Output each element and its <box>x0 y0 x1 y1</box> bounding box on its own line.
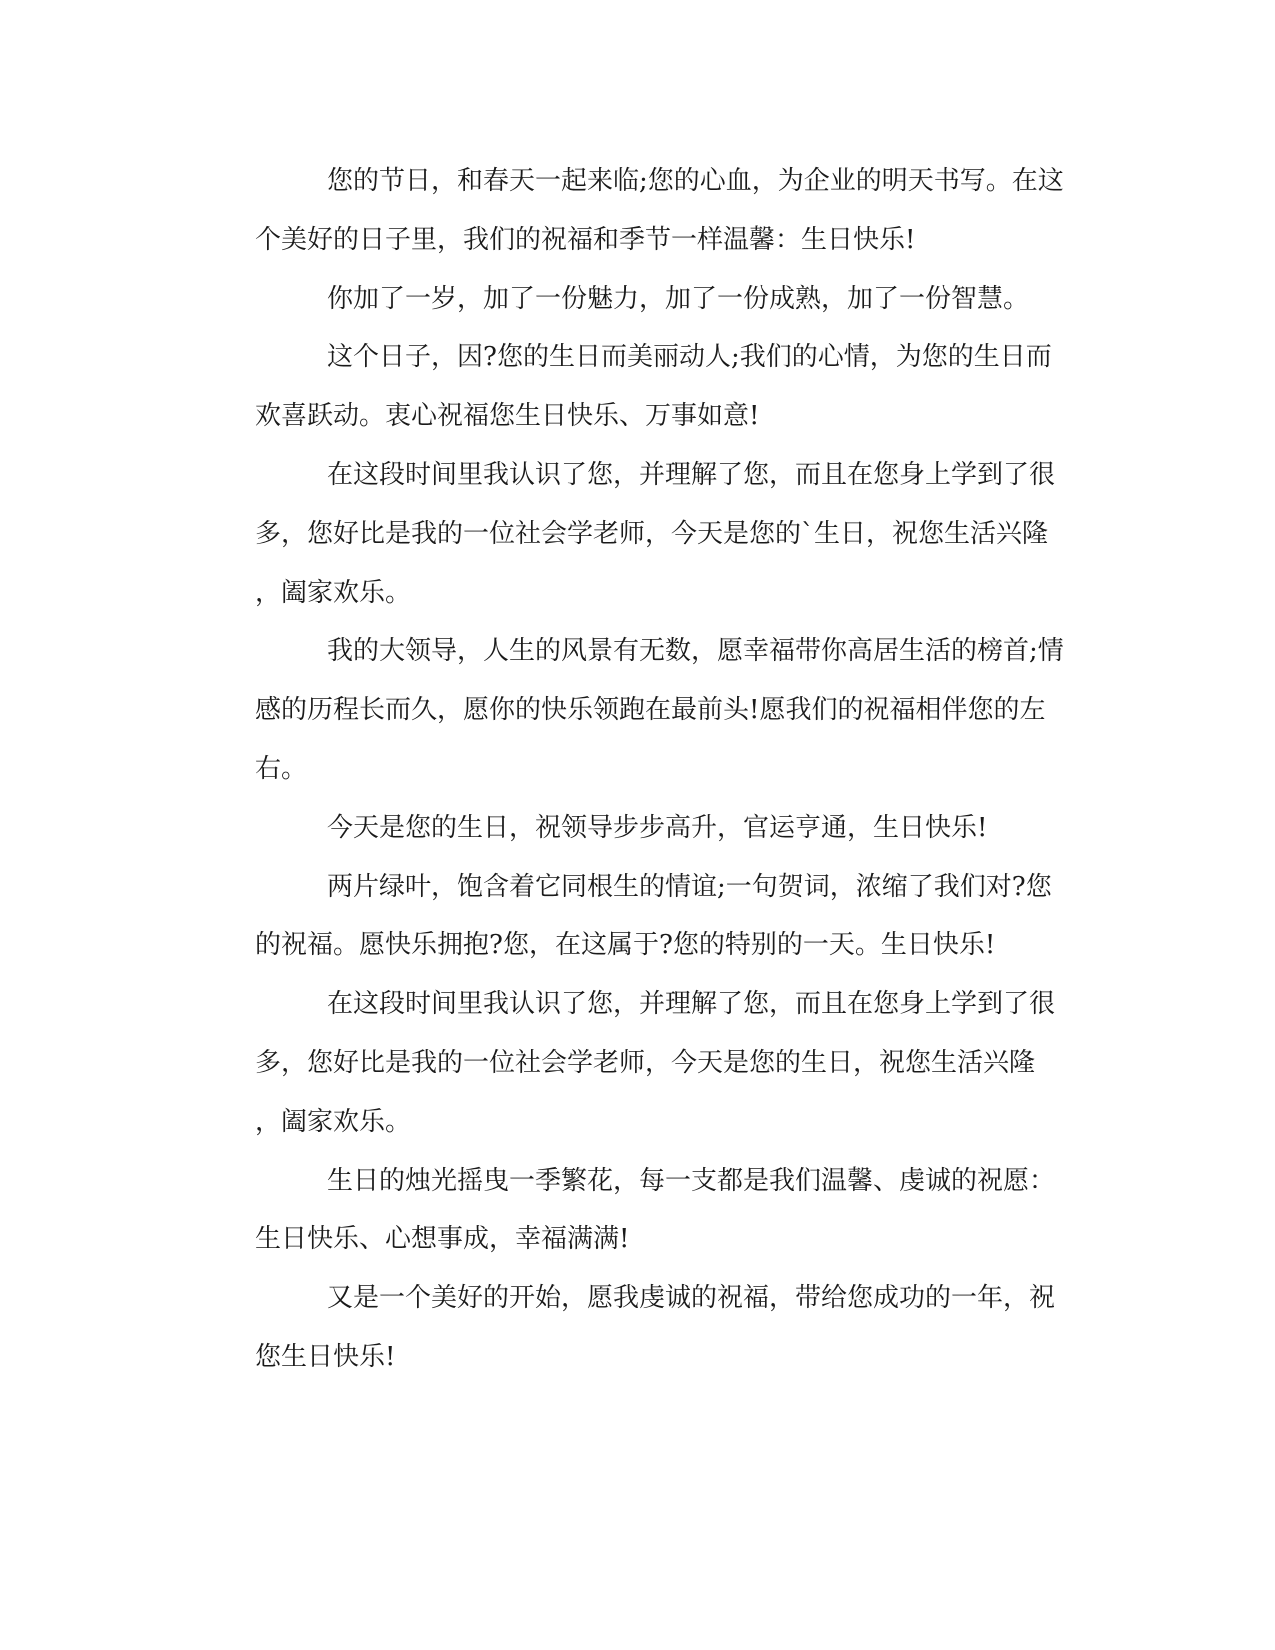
text-line: 右。 <box>255 753 308 784</box>
paragraph <box>183 622 1064 798</box>
text-line: 您生日快乐! <box>255 1341 396 1372</box>
text-line: 在这段时间里我认识了您，并理解了您，而且在您身上学到了很 <box>327 989 1056 1020</box>
text-line: 我的大领导，人生的风景有无数，愿幸福带你高居生活的榜首;情 <box>327 636 1064 667</box>
text-line: 多，您好比是我的一位社会学老师，今天是您的生日，祝您生活兴隆 <box>255 1047 1036 1078</box>
text-line: 你加了一岁，加了一份魅力，加了一份成熟，加了一份智慧。 <box>327 283 1030 314</box>
text-line: 个美好的日子里，我们的祝福和季节一样温馨：生日快乐! <box>255 224 916 255</box>
text-line: 生日的烛光摇曳一季繁花，每一支都是我们温馨、虔诚的祝愿： <box>327 1165 1056 1196</box>
paragraph <box>183 1152 1056 1270</box>
text-line: 这个日子，因?您的生日而美丽动人;我们的心情，为您的生日而 <box>327 342 1052 373</box>
paragraph <box>183 328 1052 446</box>
text-line: 欢喜跃动。衷心祝福您生日快乐、万事如意! <box>255 401 760 432</box>
text-line: 两片绿叶，饱含着它同根生的情谊;一句贺词，浓缩了我们对?您 <box>327 871 1052 902</box>
text-line: 今天是您的生日，祝领导步步高升，官运亨通，生日快乐! <box>327 812 988 843</box>
text-line: 多，您好比是我的一位社会学老师，今天是您的`生日，祝您生活兴隆 <box>255 518 1049 549</box>
paragraph <box>183 270 1045 329</box>
paragraph <box>183 858 1052 976</box>
text-line: ，阖家欢乐。 <box>255 1106 412 1137</box>
text-line: 您的节日，和春天一起来临;您的心血，为企业的明天书写。在这 <box>327 166 1064 196</box>
text-line: ，阖家欢乐。 <box>255 577 412 608</box>
text-line: 在这段时间里我认识了您，并理解了您，而且在您身上学到了很 <box>327 459 1056 490</box>
paragraph <box>183 1269 1056 1387</box>
paragraph <box>183 446 1056 622</box>
document-body <box>183 152 1064 1387</box>
paragraph <box>183 152 1064 270</box>
text-line: 的祝福。愿快乐拥抱?您，在这属于?您的特别的一天。生日快乐! <box>255 930 996 961</box>
text-line: 感的历程长而久，愿你的快乐领跑在最前头!愿我们的祝福相伴您的左 <box>255 695 1046 726</box>
paragraph <box>183 975 1056 1151</box>
text-line: 生日快乐、心想事成，幸福满满! <box>255 1224 630 1255</box>
paragraph <box>183 799 1045 858</box>
text-line: 又是一个美好的开始，愿我虔诚的祝福，带给您成功的一年，祝 <box>327 1283 1056 1314</box>
